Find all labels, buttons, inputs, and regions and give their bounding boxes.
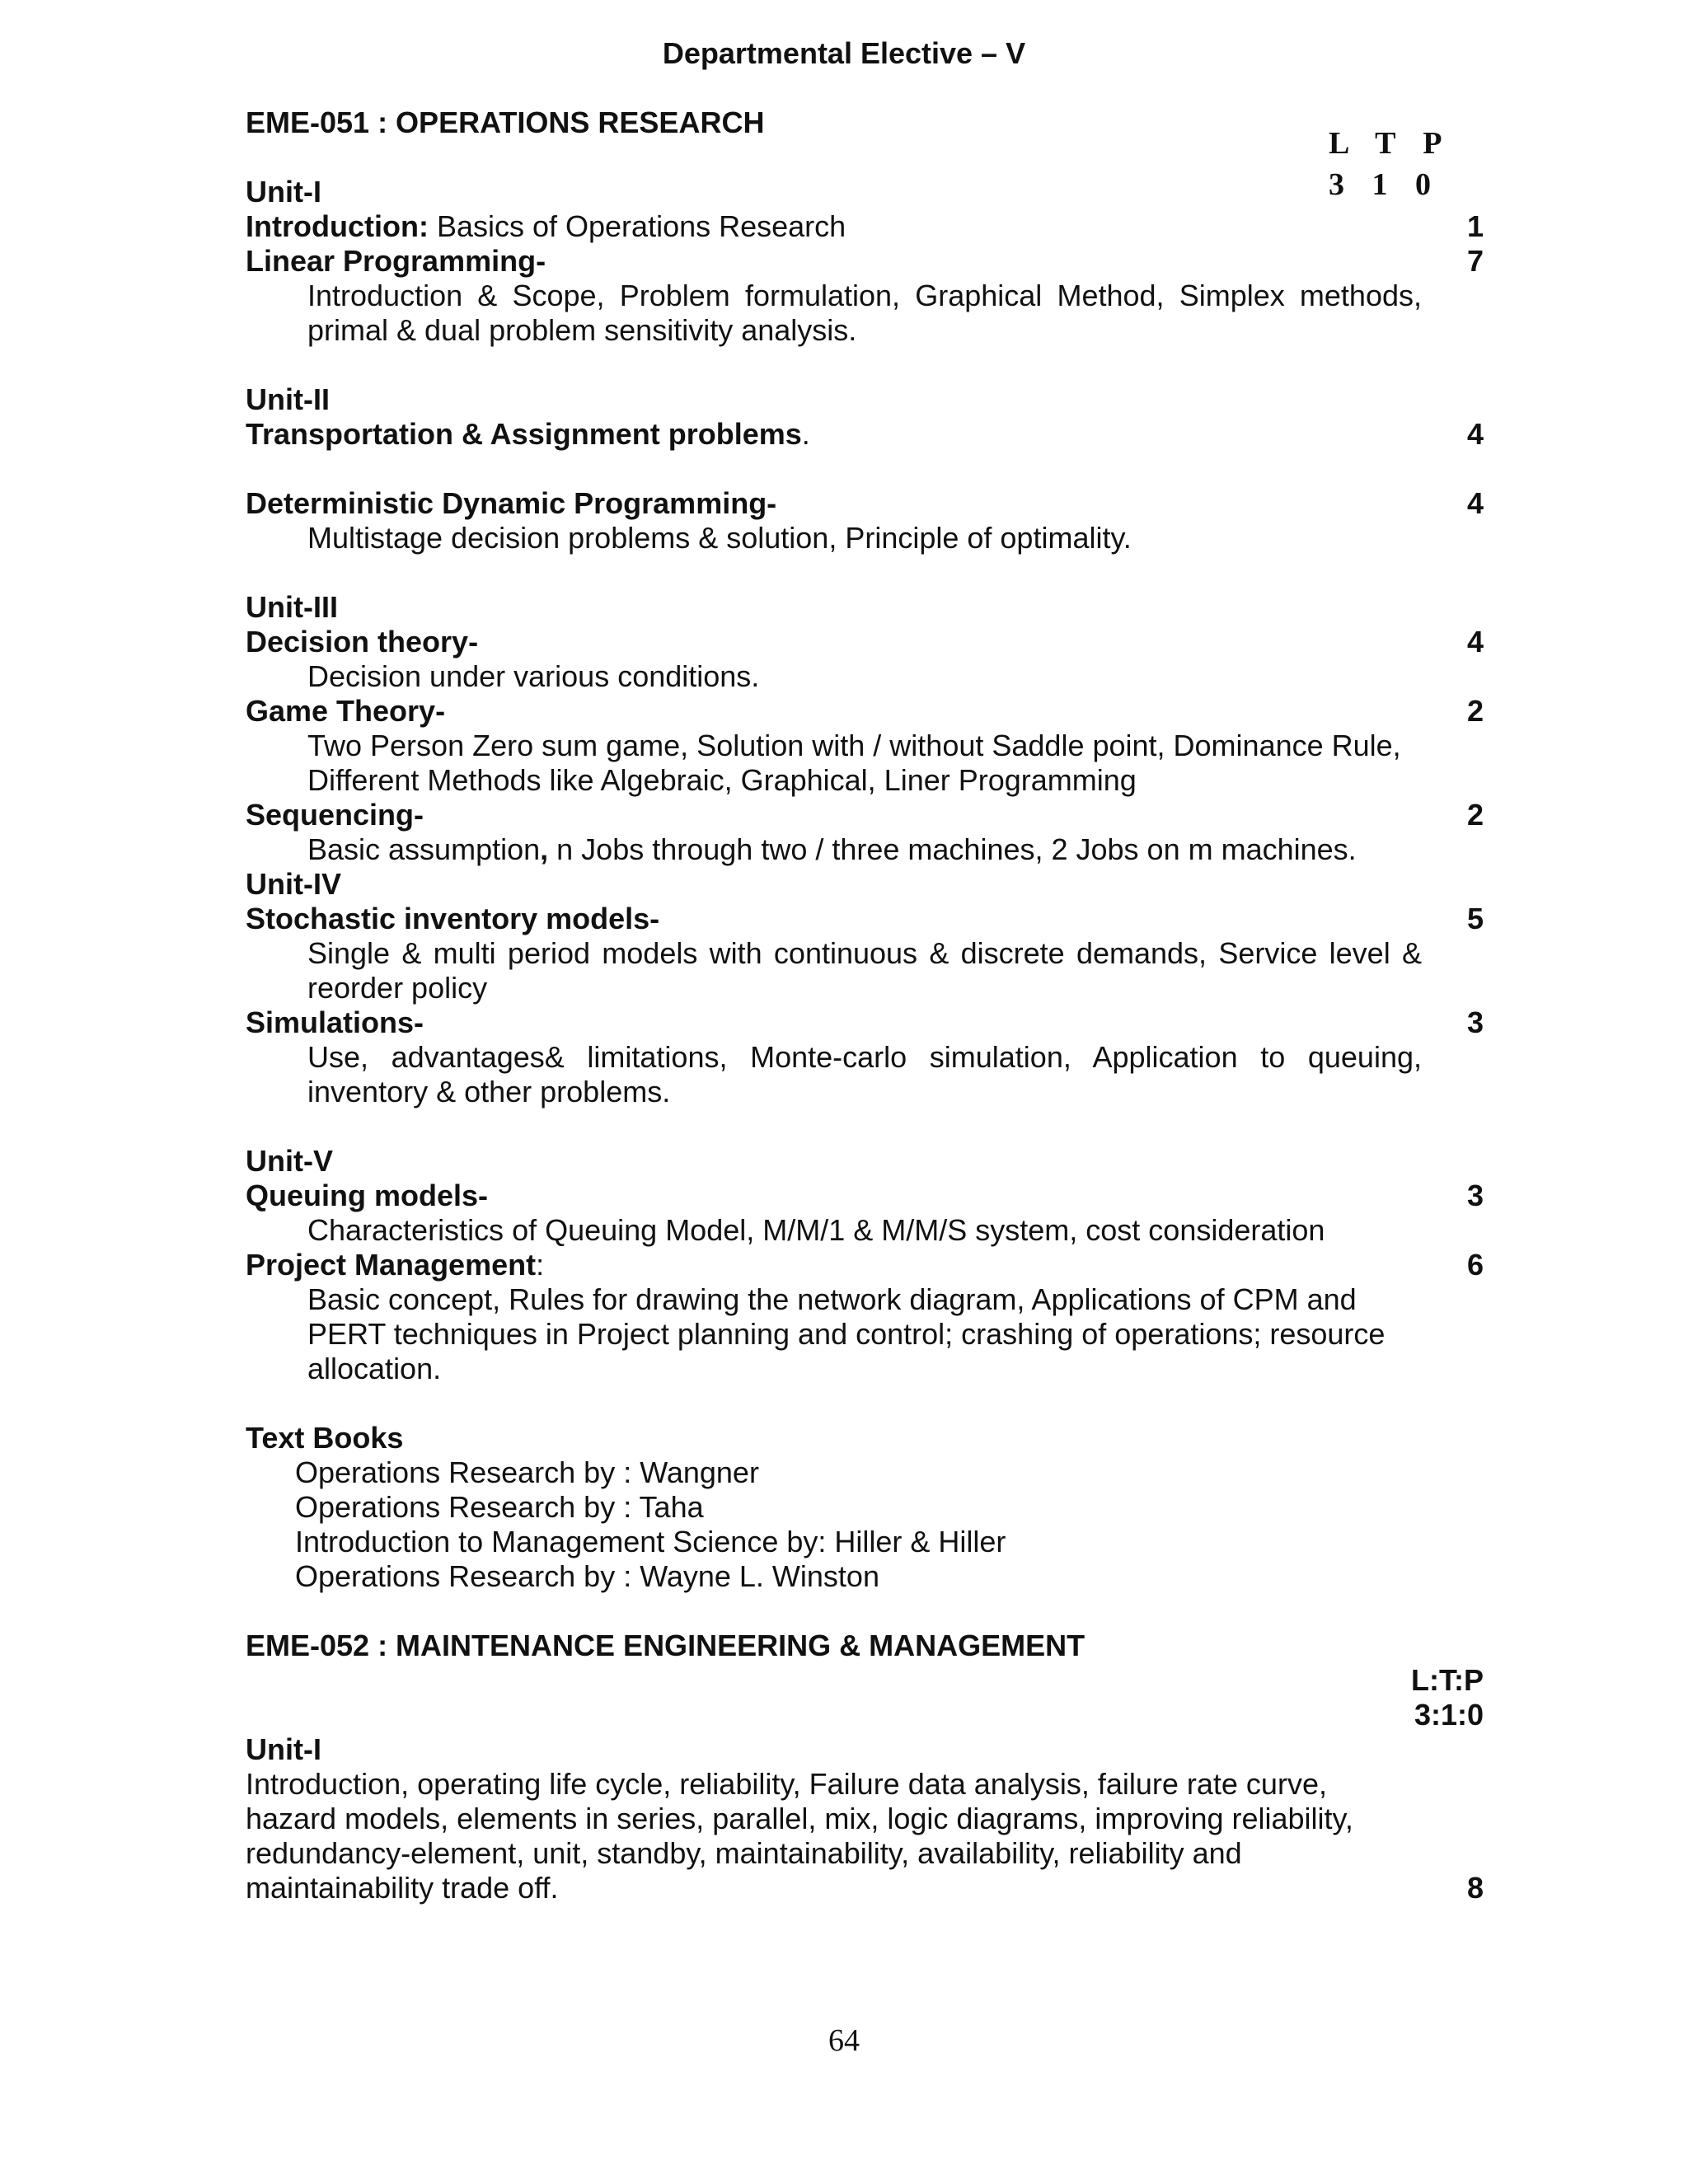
topic-description: Basic concept, Rules for drawing the network diagram, Applications of CPM and xyxy=(307,1282,1357,1316)
unit-label: Unit-II xyxy=(246,382,330,416)
topic-punct: : xyxy=(536,1248,545,1282)
topic-project-management xyxy=(246,1248,544,1282)
topic-transportation xyxy=(246,417,810,452)
topic-punct: , xyxy=(540,832,549,866)
topic-description: Two Person Zero sum game, Solution with / without Saddle point, Dominance Rule, xyxy=(307,729,1401,762)
hours-value: 8 xyxy=(1466,1871,1484,1905)
topic-description: Different Methods like Algebraic, Graphical, Liner Programming xyxy=(307,763,1137,797)
hours-value: 4 xyxy=(1466,625,1484,658)
topic-description: primal & dual problem sensitivity analysis. xyxy=(307,313,857,347)
textbook-item: Operations Research by : Taha xyxy=(295,1490,704,1524)
topic-description: Introduction & Scope, Problem formulation, Graphical Method, Simplex methods, xyxy=(307,279,1422,312)
topic-description: Multistage decision problems & solution, Principle of optimality. xyxy=(307,521,1132,555)
unit-label: Unit-I xyxy=(246,175,321,209)
unit-label: Unit-V xyxy=(246,1144,333,1178)
unit-label: Unit-I xyxy=(246,1732,321,1766)
topic-description xyxy=(307,832,1357,867)
topic-description: Introduction, operating life cycle, reliability, Failure data analysis, failure rate curve, xyxy=(246,1767,1327,1801)
hours-value: 5 xyxy=(1466,902,1484,935)
topic-title: Game Theory- xyxy=(246,694,446,728)
topic-description: Single & multi period models with continuous & discrete demands, Service level & xyxy=(307,936,1422,970)
topic-title: Queuing models- xyxy=(246,1179,489,1212)
hours-value: 1 xyxy=(1466,209,1484,243)
hours-value: 3 xyxy=(1466,1179,1484,1212)
textbooks-heading: Text Books xyxy=(246,1421,404,1455)
topic-title: Stochastic inventory models- xyxy=(246,902,660,935)
topic-description: PERT techniques in Project planning and control; crashing of operations; resource xyxy=(307,1317,1386,1351)
hours-value: 4 xyxy=(1466,486,1484,520)
topic-description: allocation. xyxy=(307,1352,442,1385)
page-number: 64 xyxy=(828,2023,860,2058)
ltp-header: L:T:P xyxy=(1411,1663,1484,1697)
topic-description: Decision under various conditions. xyxy=(307,659,760,693)
topic-title: Simulations- xyxy=(246,1005,424,1039)
hours-value: 2 xyxy=(1466,798,1484,832)
topic-introduction xyxy=(246,209,846,244)
unit-label: Unit-III xyxy=(246,590,338,624)
topic-description: reorder policy xyxy=(307,971,488,1005)
topic-title: Linear Programming- xyxy=(246,244,546,278)
topic-description: inventory & other problems. xyxy=(307,1075,671,1108)
topic-title: Deterministic Dynamic Programming- xyxy=(246,486,777,520)
hours-value: 7 xyxy=(1466,244,1484,278)
textbook-item: Introduction to Management Science by: Hiller & Hiller xyxy=(295,1525,1006,1558)
topic-description: Use, advantages& limitations, Monte-carlo simulation, Application to queuing, xyxy=(307,1040,1422,1074)
course-title-eme-051: EME-051 : OPERATIONS RESEARCH xyxy=(246,105,765,139)
topic-description: hazard models, elements in series, parallel, mix, logic diagrams, improving reliability, xyxy=(246,1802,1353,1835)
topic-title: Decision theory- xyxy=(246,625,479,658)
topic-punct: . xyxy=(801,417,810,451)
topic-description: Characteristics of Queuing Model, M/M/1 & M/M/S system, cost consideration xyxy=(307,1213,1325,1247)
topic-title: Transportation & Assignment problems xyxy=(246,417,802,451)
hours-value: 6 xyxy=(1466,1248,1484,1282)
unit-label: Unit-IV xyxy=(246,867,341,901)
textbook-item: Operations Research by : Wangner xyxy=(295,1455,759,1489)
ltp-values: 3 1 0 xyxy=(1329,167,1441,202)
topic-text: n Jobs through two / three machines, 2 Jobs on m machines. xyxy=(548,832,1357,866)
topic-text: Basic assumption xyxy=(307,832,541,866)
hours-value: 3 xyxy=(1466,1005,1484,1039)
page-title: Departmental Elective – V xyxy=(662,36,1026,70)
topic-description: redundancy-element, unit, standby, maintainability, availability, reliability and xyxy=(246,1836,1242,1870)
hours-value: 4 xyxy=(1466,417,1484,451)
ltp-header: L T P xyxy=(1329,126,1452,161)
topic-text: Basics of Operations Research xyxy=(428,209,846,243)
ltp-values: 3:1:0 xyxy=(1414,1698,1484,1732)
hours-value: 2 xyxy=(1466,694,1484,728)
topic-title: Sequencing- xyxy=(246,798,424,832)
course-title-eme-052: EME-052 : MAINTENANCE ENGINEERING & MANAGEMENT xyxy=(246,1629,1085,1662)
topic-description: maintainability trade off. xyxy=(246,1871,559,1905)
textbook-item: Operations Research by : Wayne L. Winston xyxy=(295,1559,879,1593)
topic-title: Project Management xyxy=(246,1248,537,1282)
topic-title: Introduction: xyxy=(246,209,429,243)
